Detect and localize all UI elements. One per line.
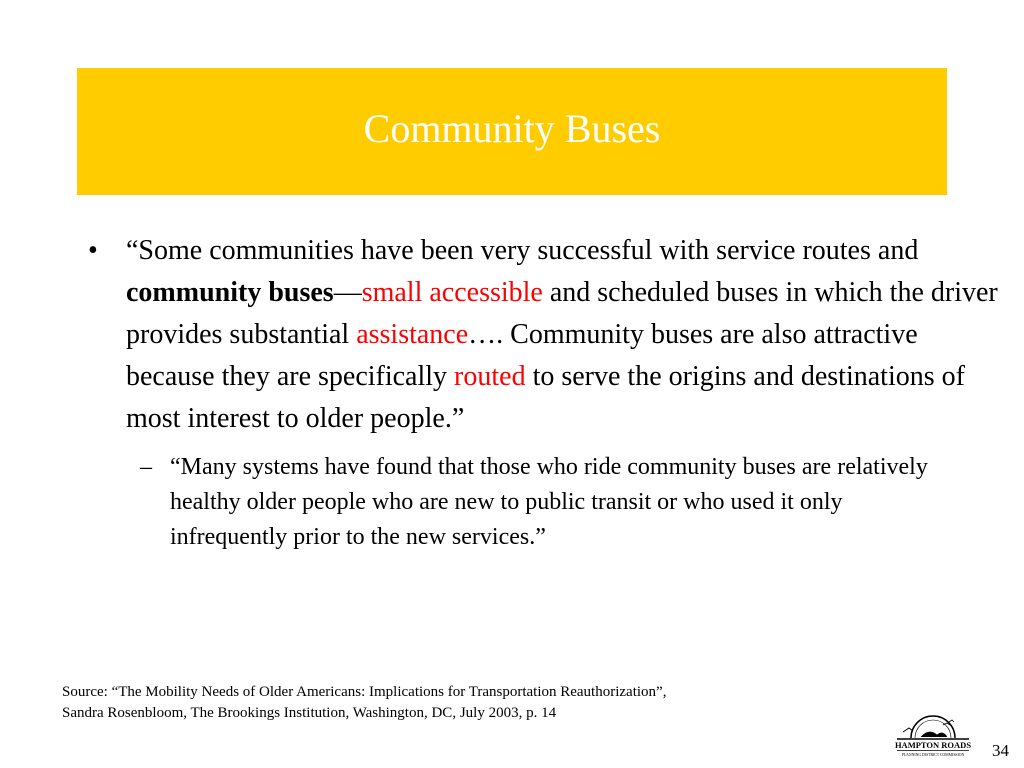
source-line-1: Source: “The Mobility Needs of Older Americans: Implications for Transportation Reauthorization”, (62, 684, 667, 700)
bullet-text-part1: “Some communities have been very successful with service routes and (126, 235, 919, 266)
bold-term-community-buses: community buses (126, 277, 334, 308)
highlight-small-accessible: small accessible (361, 277, 543, 308)
source-line-2: Sandra Rosenbloom, The Brookings Institution, Washington, DC, July 2003, p. 14 (62, 705, 557, 721)
sub-bullet-text: “Many systems have found that those who ride community buses are relatively healthy older people who are new to public transit or who used it only infrequently prior to the new services.” (170, 454, 928, 550)
logo-name: HAMPTON ROADS (894, 740, 972, 750)
sub-bullet-marker: – (140, 454, 152, 480)
slide-title: Community Buses (363, 106, 661, 151)
bullet-marker: • (88, 235, 98, 266)
hampton-roads-logo-icon (893, 712, 973, 762)
bullet-text-part3: …. Community buses are also attractive because they are specifically (126, 319, 918, 392)
page-number: 34 (992, 741, 1009, 760)
slide-body (88, 230, 998, 555)
highlight-routed: routed (454, 361, 526, 392)
source-citation (62, 682, 666, 724)
bullet-text-part2: and scheduled buses in which the driver provides substantial (126, 277, 998, 350)
sub-bullet (88, 450, 960, 555)
highlight-assistance: assistance (356, 319, 469, 350)
em-dash: — (333, 277, 362, 308)
bullet-text-part4: to serve the origins and destinations of most interest to older people.” (126, 361, 965, 434)
logo-subtitle: PLANNING DISTRICT COMMISSION (901, 753, 965, 757)
main-bullet (88, 230, 998, 440)
title-band (77, 68, 947, 195)
